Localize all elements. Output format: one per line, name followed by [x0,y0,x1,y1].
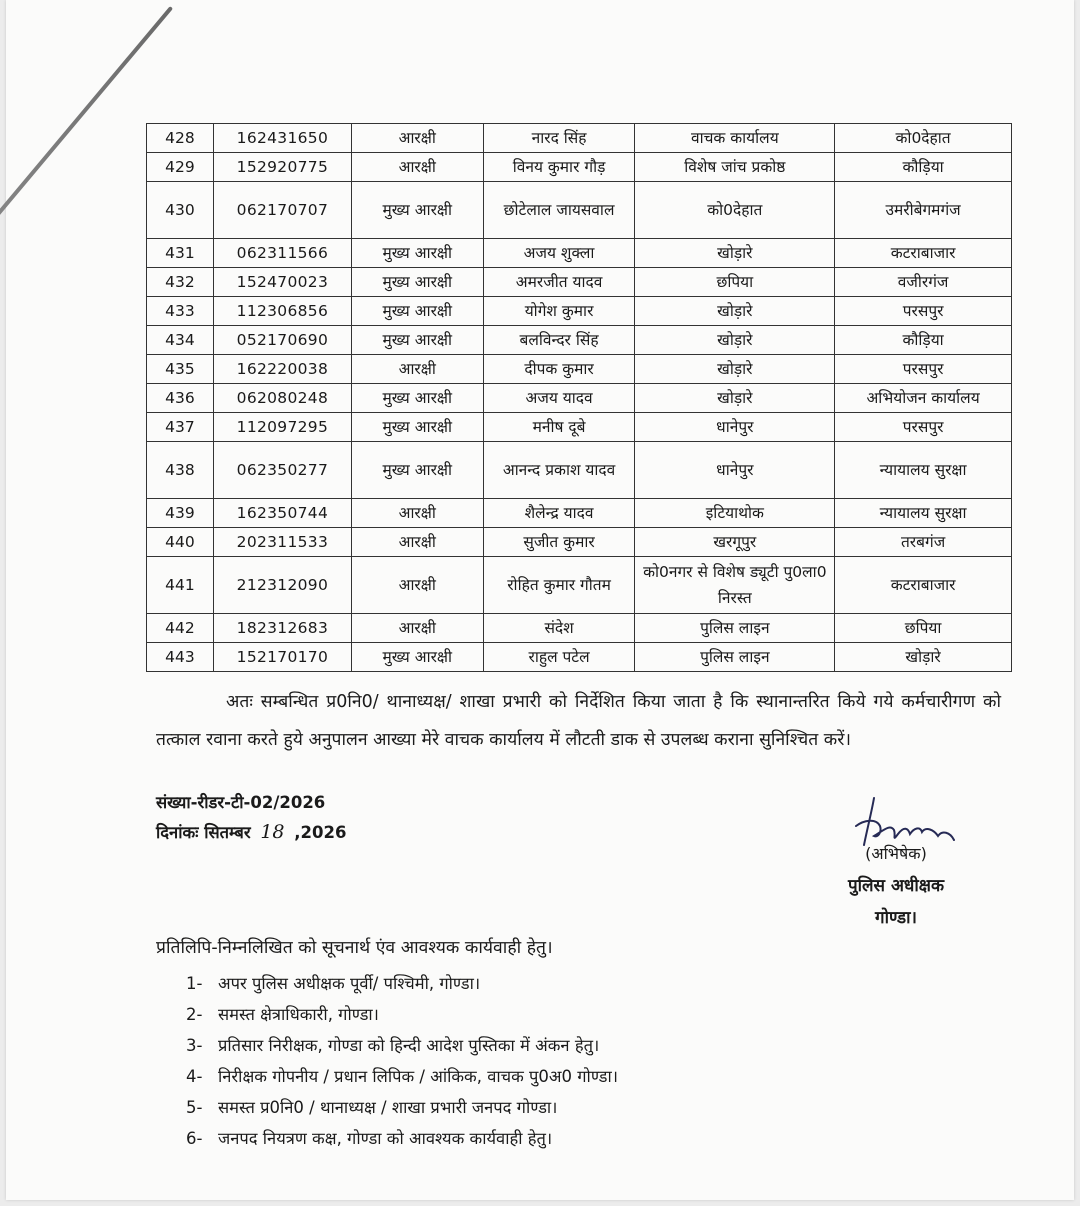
serial-cell: 431 [147,239,214,268]
from-posting-cell: खोड़ारे [635,239,835,268]
to-posting-cell: उमरीबेगमगंज [835,182,1012,239]
to-posting-cell: को0देहात [835,124,1012,153]
serial-cell: 433 [147,297,214,326]
name-cell: रोहित कुमार गौतम [483,557,635,614]
from-posting-cell: को0नगर से विशेष ड्यूटी पु0ला0 निरस्त [635,557,835,614]
serial-cell: 428 [147,124,214,153]
from-posting-cell: वाचक कार्यालय [635,124,835,153]
employee-id-cell: 162220038 [213,355,351,384]
employee-id-cell: 182312683 [213,614,351,643]
serial-cell: 435 [147,355,214,384]
table-row [147,268,1012,297]
to-posting-cell: न्यायालय सुरक्षा [835,442,1012,499]
name-cell: संदेश [483,614,635,643]
employee-id-cell: 152470023 [213,268,351,297]
name-cell: सुजीत कुमार [483,528,635,557]
employee-id-cell: 062080248 [213,384,351,413]
to-posting-cell: खोड़ारे [835,643,1012,672]
list-item [186,1092,618,1123]
employee-id-cell: 162431650 [213,124,351,153]
rank-cell: मुख्य आरक्षी [351,326,483,355]
serial-cell: 434 [147,326,214,355]
name-cell: विनय कुमार गौड़ [483,153,635,182]
table-row [147,557,1012,614]
serial-cell: 442 [147,614,214,643]
rank-cell: मुख्य आरक्षी [351,384,483,413]
to-posting-cell: परसपुर [835,297,1012,326]
rank-cell: आरक्षी [351,124,483,153]
to-posting-cell: परसपुर [835,355,1012,384]
employee-id-cell: 152920775 [213,153,351,182]
name-cell: दीपक कुमार [483,355,635,384]
rank-cell: मुख्य आरक्षी [351,297,483,326]
table-row [147,326,1012,355]
table-row [147,528,1012,557]
serial-cell: 439 [147,499,214,528]
serial-cell: 436 [147,384,214,413]
table-row [147,499,1012,528]
serial-cell: 432 [147,268,214,297]
name-cell: आनन्द प्रकाश यादव [483,442,635,499]
serial-cell: 430 [147,182,214,239]
order-date [156,820,346,843]
to-posting-cell: छपिया [835,614,1012,643]
table-row [147,153,1012,182]
to-posting-cell: तरबगंज [835,528,1012,557]
table-row [147,643,1012,672]
list-item [186,1030,618,1061]
employee-id-cell: 112306856 [213,297,351,326]
from-posting-cell: पुलिस लाइन [635,643,835,672]
from-posting-cell: पुलिस लाइन [635,614,835,643]
rank-cell: मुख्य आरक्षी [351,643,483,672]
list-text: अपर पुलिस अधीक्षक पूर्वी/ पश्चिमी, गोण्डा। [218,974,481,993]
signature-block [821,838,971,934]
name-cell: छोटेलाल जायसवाल [483,182,635,239]
to-posting-cell: परसपुर [835,413,1012,442]
reference-number: संख्या-रीडर-टी-02/2026 [156,793,326,812]
table-row [147,182,1012,239]
employee-id-cell: 062170707 [213,182,351,239]
employee-id-cell: 152170170 [213,643,351,672]
name-cell: योगेश कुमार [483,297,635,326]
list-text: प्रतिसार निरीक्षक, गोण्डा को हिन्दी आदेश पुस्तिका में अंकन हेतु। [218,1036,600,1055]
name-cell: बलविन्दर सिंह [483,326,635,355]
name-cell: अमरजीत यादव [483,268,635,297]
rank-cell: आरक्षी [351,499,483,528]
serial-cell: 440 [147,528,214,557]
rank-cell: मुख्य आरक्षी [351,413,483,442]
serial-cell: 437 [147,413,214,442]
name-cell: राहुल पटेल [483,643,635,672]
transfer-table [146,123,1012,672]
signatory-office: गोण्डा। [875,908,917,928]
date-year: ,2026 [294,823,347,842]
to-posting-cell: कौड़िया [835,153,1012,182]
rank-cell: मुख्य आरक्षी [351,442,483,499]
employee-id-cell: 062350277 [213,442,351,499]
table-row [147,614,1012,643]
to-posting-cell: कटराबाजार [835,557,1012,614]
list-number: 3- [186,1036,203,1055]
from-posting-cell: खरगूपुर [635,528,835,557]
list-number: 2- [186,1005,203,1024]
table-row [147,239,1012,268]
from-posting-cell: इटियाथोक [635,499,835,528]
list-item [186,1061,618,1092]
rank-cell: आरक्षी [351,528,483,557]
name-cell: शैलेन्द्र यादव [483,499,635,528]
signatory-designation: पुलिस अधीक्षक [847,876,945,896]
list-text: जनपद नियत्रण कक्ष, गोण्डा को आवश्यक कार्यवाही हेतु। [218,1129,553,1148]
list-item [186,1123,618,1154]
signatory-name: (अभिषेक) [865,844,927,863]
employee-id-cell: 112097295 [213,413,351,442]
table-row [147,442,1012,499]
rank-cell: मुख्य आरक्षी [351,268,483,297]
list-text: समस्त प्र0नि0 / थानाध्यक्ष / शाखा प्रभारी जनपद गोण्डा। [218,1098,558,1117]
rank-cell: आरक्षी [351,153,483,182]
from-posting-cell: खोड़ारे [635,297,835,326]
serial-cell: 441 [147,557,214,614]
from-posting-cell: विशेष जांच प्रकोष्ठ [635,153,835,182]
rank-cell: आरक्षी [351,614,483,643]
from-posting-cell: छपिया [635,268,835,297]
from-posting-cell: खोड़ारे [635,384,835,413]
to-posting-cell: वजीरगंज [835,268,1012,297]
name-cell: नारद सिंह [483,124,635,153]
date-day: 18 [260,821,285,843]
rank-cell: मुख्य आरक्षी [351,182,483,239]
list-item [186,999,618,1030]
name-cell: अजय शुक्ला [483,239,635,268]
order-paragraph: अतः सम्बन्धित प्र0नि0/ थानाध्यक्ष/ शाखा प्रभारी को निर्देशित किया जाता है कि स्थानान्तरित किये गये कर्मचारीगण को तत्काल रवाना करते हुये अनुपालन आख्या मेरे वाचक कार्यालय में लौटती डाक से उपलब्ध कराना सुनिश्चित करें। [156,692,1001,750]
employee-id-cell: 052170690 [213,326,351,355]
from-posting-cell: धानेपुर [635,442,835,499]
to-posting-cell: अभियोजन कार्यालय [835,384,1012,413]
list-number: 1- [186,974,203,993]
rank-cell: आरक्षी [351,355,483,384]
employee-id-cell: 162350744 [213,499,351,528]
list-item [186,968,618,999]
to-posting-cell: कटराबाजार [835,239,1012,268]
document-page [6,0,1074,1200]
from-posting-cell: खोड़ारे [635,355,835,384]
name-cell: अजय यादव [483,384,635,413]
name-cell: मनीष दूबे [483,413,635,442]
list-number: 4- [186,1067,203,1086]
table-row [147,355,1012,384]
rank-cell: मुख्य आरक्षी [351,239,483,268]
list-number: 5- [186,1098,203,1117]
employee-id-cell: 062311566 [213,239,351,268]
from-posting-cell: को0देहात [635,182,835,239]
from-posting-cell: धानेपुर [635,413,835,442]
copy-to-list [186,968,618,1154]
employee-id-cell: 212312090 [213,557,351,614]
rank-cell: आरक्षी [351,557,483,614]
table-row [147,124,1012,153]
list-text: समस्त क्षेत्राधिकारी, गोण्डा। [218,1005,379,1024]
table-row [147,384,1012,413]
to-posting-cell: कौड़िया [835,326,1012,355]
employee-id-cell: 202311533 [213,528,351,557]
serial-cell: 438 [147,442,214,499]
table-row [147,413,1012,442]
table-row [147,297,1012,326]
list-text: निरीक्षक गोपनीय / प्रधान लिपिक / आंकिक, वाचक पु0अ0 गोण्डा। [218,1067,619,1086]
list-number: 6- [186,1129,203,1148]
to-posting-cell: न्यायालय सुरक्षा [835,499,1012,528]
serial-cell: 443 [147,643,214,672]
date-label: दिनांकः सितम्बर [156,823,251,842]
serial-cell: 429 [147,153,214,182]
copy-to-heading: प्रतिलिपि-निम्नलिखित को सूचनार्थ एंव आवश्यक कार्यवाही हेतु। [156,938,553,958]
from-posting-cell: खोड़ारे [635,326,835,355]
